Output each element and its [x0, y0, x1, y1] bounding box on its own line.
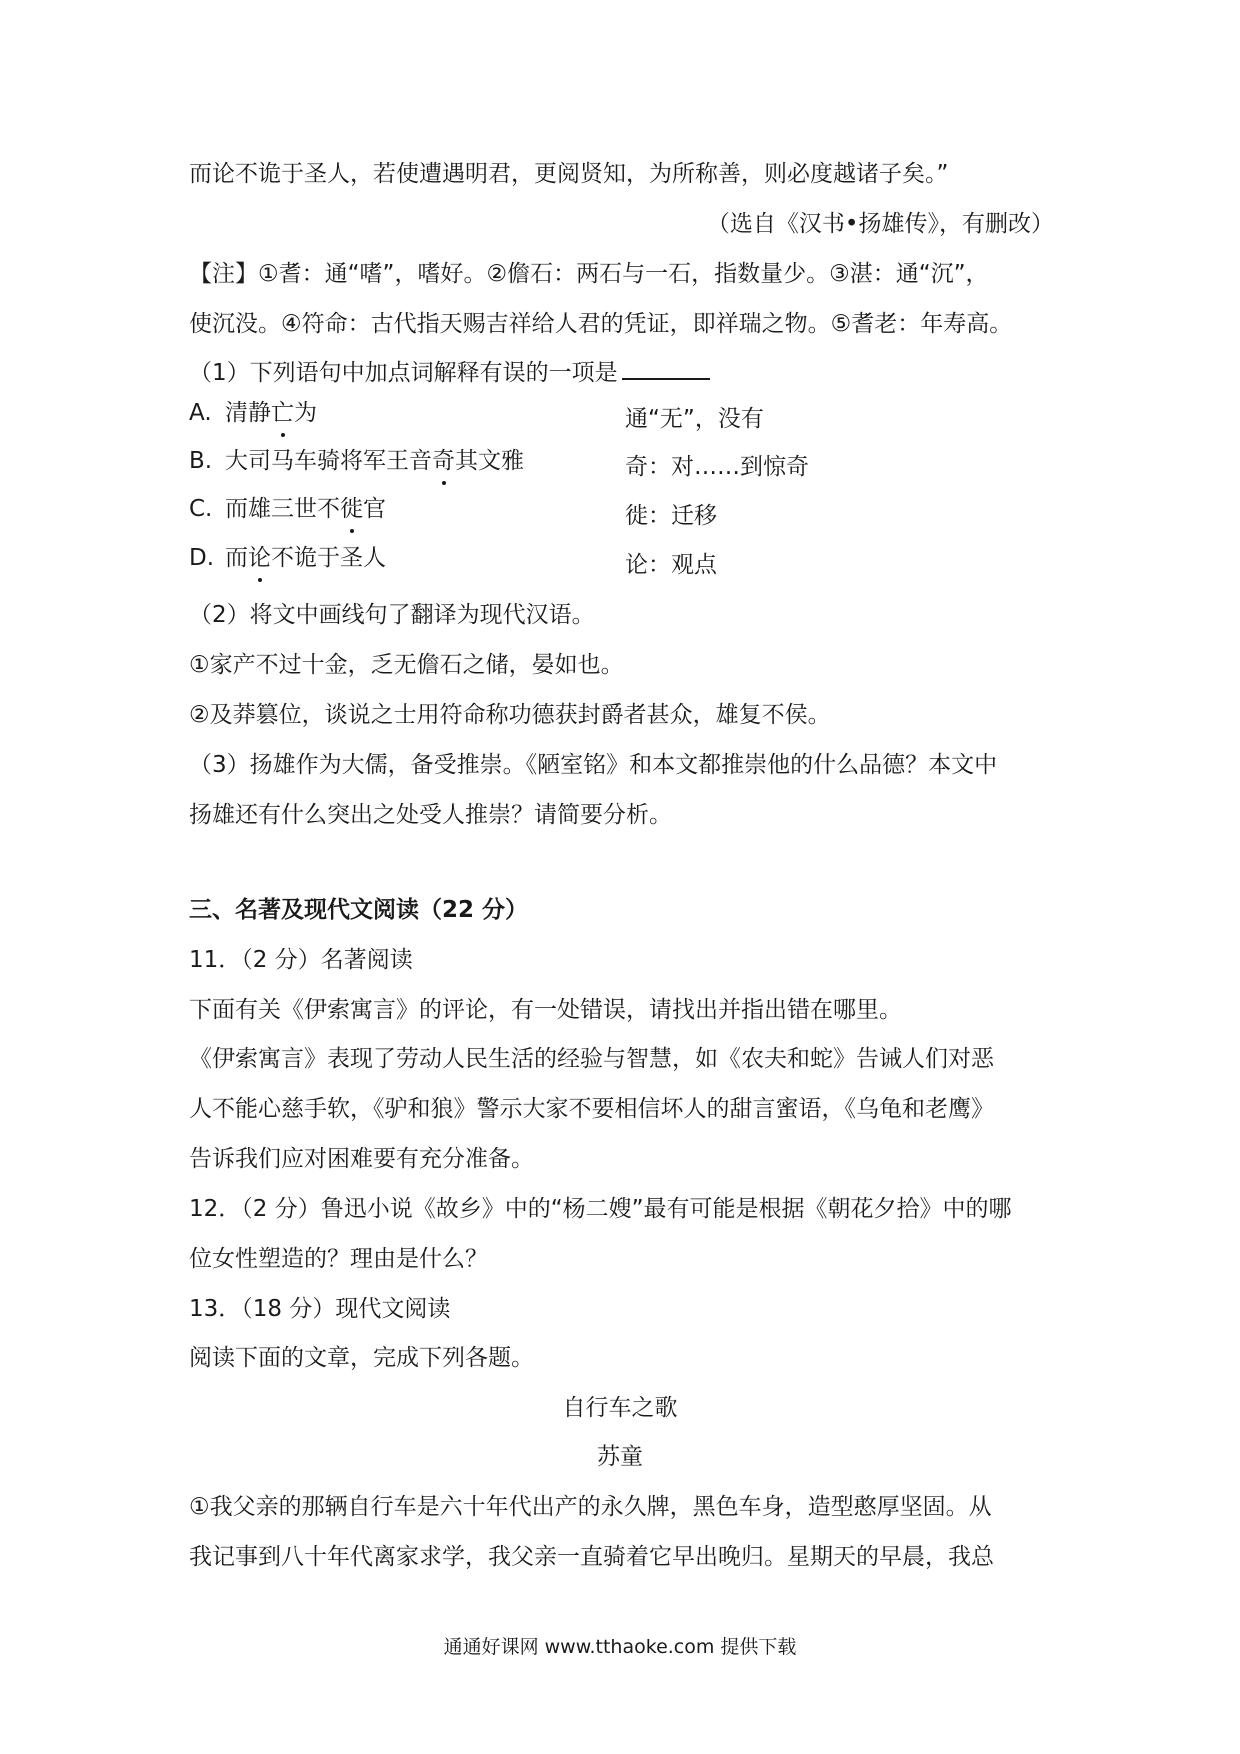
question-11-quote-1: 《伊索寓言》表现了劳动人民生活的经验与智慧，如《农夫和蛇》告诫人们对恶 [189, 1046, 994, 1072]
article-paragraph-1-line-2: 我记事到八十年代离家求学，我父亲一直骑着它早出晚归。星期天的早晨，我总 [189, 1544, 994, 1570]
question-13-instruction: 阅读下面的文章，完成下列各题。 [189, 1345, 534, 1371]
option-letter: D. [189, 545, 215, 571]
source-note: （选自《汉书•扬雄传》，有删改） [706, 211, 1054, 237]
question-11-title: 11．（2 分）名著阅读 [189, 947, 413, 973]
option-b-gloss: 奇：对……到惊奇 [625, 454, 809, 480]
article-title: 自行车之歌 [562, 1395, 678, 1421]
option-text-pre: 而 [225, 545, 248, 571]
question-3-line-1: （3）扬雄作为大儒，备受推崇。《陋室铭》和本文都推崇他的什么品德？本文中 [189, 752, 998, 778]
article-author: 苏童 [597, 1444, 643, 1470]
question-13-title: 13．（18 分）现代文阅读 [189, 1296, 451, 1322]
passage-tail: 而论不诡于圣人，若使遭遇明君，更阅贤知，为所称善，则必度越诸子矣。” [189, 161, 949, 187]
option-c [189, 494, 386, 524]
dotted-word: 论 [248, 545, 271, 571]
dotted-word: 亡 [271, 400, 294, 426]
question-11-quote-3: 告诉我们应对困难要有充分准备。 [189, 1146, 534, 1172]
option-text-pre: 大司马车骑将军王音 [225, 448, 432, 474]
question-3-line-2: 扬雄还有什么突出之处受人推崇？请简要分析。 [189, 802, 672, 828]
option-text-pre: 而雄三世不 [225, 496, 340, 522]
option-a [189, 398, 317, 428]
question-2-prompt: （2）将文中画线句了翻译为现代汉语。 [189, 602, 595, 628]
option-text-post: 不诡于圣人 [271, 545, 386, 571]
question-1-text: （1）下列语句中加点词解释有误的一项是 [189, 360, 618, 386]
section-3-title: 三、名著及现代文阅读（22 分） [189, 897, 529, 923]
option-c-gloss: 徙：迁移 [625, 503, 717, 529]
option-d [189, 543, 386, 573]
option-a-gloss: 通“无”，没有 [625, 406, 764, 432]
article-paragraph-1-line-1: ①我父亲的那辆自行车是六十年代出产的永久牌，黑色车身，造型憨厚坚固。从 [189, 1494, 992, 1520]
option-letter: A. [189, 400, 212, 426]
option-letter: B. [189, 448, 213, 474]
option-letter: C. [189, 496, 213, 522]
dotted-word: 徙 [340, 496, 363, 522]
notes-line-1: 【注】①耆：通“嗜”，嗜好。②儋石：两石与一石，指数量少。③湛：通“沉”， [189, 261, 989, 287]
question-12-line-2: 位女性塑造的？理由是什么？ [189, 1246, 488, 1272]
option-text-post: 为 [294, 400, 317, 426]
question-2-item-1: ①家产不过十金，乏无儋石之储，晏如也。 [189, 652, 624, 678]
notes-line-2: 使沉没。④符命：古代指天赐吉祥给人君的凭证，即祥瑞之物。⑤耆老：年寿高。 [189, 311, 1013, 337]
option-text-post: 官 [363, 496, 386, 522]
option-d-gloss: 论：观点 [625, 552, 717, 578]
question-11-quote-2: 人不能心慈手软，《驴和狼》警示大家不要相信坏人的甜言蜜语，《乌龟和老鹰》 [189, 1096, 994, 1122]
dotted-word: 奇 [432, 448, 455, 474]
option-b [189, 446, 524, 476]
question-11-text: 下面有关《伊索寓言》的评论，有一处错误，请找出并指出错在哪里。 [189, 997, 902, 1023]
option-text-pre: 清静 [225, 400, 271, 426]
answer-blank [622, 358, 710, 380]
option-text-post: 其文雅 [455, 448, 524, 474]
question-1-prompt [189, 358, 710, 388]
question-2-item-2: ②及莽篡位，谈说之士用符命称功德获封爵者甚众，雄复不侯。 [189, 702, 831, 728]
question-12-line-1: 12．（2 分）鲁迅小说《故乡》中的“杨二嫂”最有可能是根据《朝花夕拾》中的哪 [189, 1196, 1012, 1222]
page-footer: 通通好课网 www.tthaoke.com 提供下载 [443, 1636, 797, 1658]
